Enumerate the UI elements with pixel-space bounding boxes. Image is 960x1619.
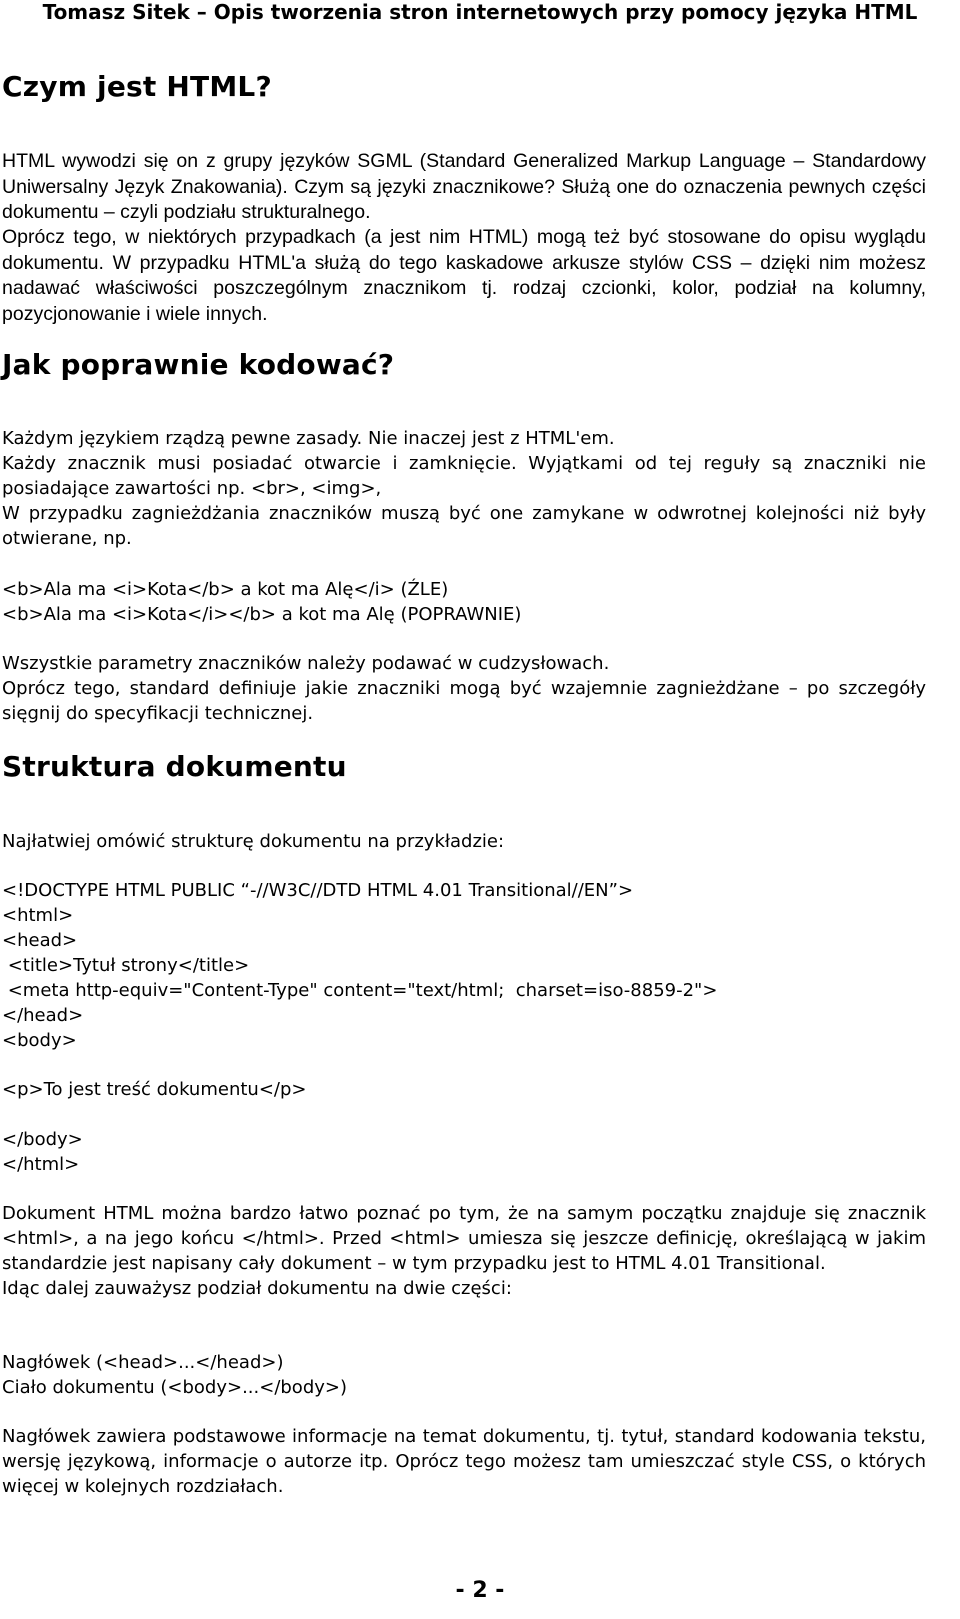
structure-explanation [2,1201,926,1301]
code-line: <meta http-equiv="Content-Type" content="text/html; charset=iso-8859-2"> [2,980,718,1001]
nesting-examples [2,577,926,627]
code-example-close [2,1127,926,1177]
section2-closing-block [2,651,926,726]
list-item: Ciało dokumentu (<body>...</body>) [2,1377,348,1398]
structure-intro-line: Najłatwiej omówić strukturę dokumentu na przykładzie: [2,831,505,852]
code-line: <head> [2,930,78,951]
document-parts-list [2,1350,926,1400]
header-description [2,1424,926,1499]
paragraph-sgml: HTML wywodzi się on z grupy języków SGML (Standard Generalized Markup Language – Standardowy Uniwersalny Język Znakowania). Czym są języki znacznikowe? Służą one do oznaczenia pewnych części dokumentu – czyli podziału strukturalnego. [2,150,926,223]
paragraph-css: Oprócz tego, w niektórych przypadkach (a jest nim HTML) mogą też być stosowane do opisu wyglądu dokumentu. W przypadku HTML'a służą do tego kaskadowe arkusze stylów CSS – dzięki nim możesz nadawać właściwości poszczególnym znacznikom tj. rodzaj czcionki, kolor, podział na kolumny, pozycjonowanie i wiele innych. [2,226,926,325]
page-number: - 2 - [455,1578,505,1603]
section2-rules-block [2,426,926,551]
example-correct: <b>Ala ma <i>Kota</i></b> a kot ma Alę (POPRAWNIE) [2,604,522,625]
paragraph-two-parts: Idąc dalej zauważysz podział dokumentu na dwie części: [2,1278,512,1299]
rule-paragraph-nesting: W przypadku zagnieżdżania znaczników muszą być one zamykane w odwrotnej kolejności niż były otwierane, np. [2,503,926,549]
list-item: Nagłówek (<head>...</head>) [2,1352,284,1373]
code-line: </head> [2,1005,84,1026]
rule-paragraph-spec: Oprócz tego, standard definiuje jakie znaczniki mogą być wzajemnie zagnieżdżane – po szczegóły sięgnij do specyfikacji technicznej. [2,678,926,724]
code-line: <title>Tytuł strony</title> [2,955,250,976]
code-example-body [2,1077,926,1102]
rule-paragraph-tags: Każdy znacznik musi posiadać otwarcie i zamknięcie. Wyjątkami od tej reguły są znaczniki nie posiadające zawartości np. <br>, <img>, [2,453,926,499]
code-line: <body> [2,1030,77,1051]
heading-czym-jest-html: Czym jest HTML? [2,70,272,103]
code-line: </html> [2,1154,80,1175]
section1-paragraph-1 [2,149,926,226]
example-wrong: <b>Ala ma <i>Kota</b> a kot ma Alę</i> (ŹLE) [2,579,449,600]
section1-paragraph-2 [2,225,926,327]
rule-quotes: Wszystkie parametry znaczników należy podawać w cudzysłowach. [2,653,610,674]
paragraph-head-info: Nagłówek zawiera podstawowe informacje na temat dokumentu, tj. tytuł, standard kodowania tekstu, wersję językową, informacje o autorze itp. Oprócz tego możesz tam umieszczać style CSS, o których więcej w kolejnych rozdziałach. [2,1426,926,1497]
running-header: Tomasz Sitek – Opis tworzenia stron internetowych przy pomocy języka HTML [42,0,918,24]
heading-struktura-dokumentu: Struktura dokumentu [2,750,347,783]
code-line: <!DOCTYPE HTML PUBLIC “-//W3C//DTD HTML 4.01 Transitional//EN”> [2,880,634,901]
code-example-head [2,878,926,1053]
code-line: <p>To jest treść dokumentu</p> [2,1079,307,1100]
code-line: <html> [2,905,74,926]
code-line: </body> [2,1129,83,1150]
structure-intro [2,829,926,854]
heading-jak-poprawnie-kodowac: Jak poprawnie kodować? [2,348,395,381]
paragraph-doctype: Dokument HTML można bardzo łatwo poznać po tym, że na samym początku znajduje się znacznik <html>, a na jego końcu </html>. Przed <html> umiesza się jeszcze definicję, określającą w jakim standardzie jest napisany cały dokument – w tym przypadku jest to HTML 4.01 Transitional. [2,1203,926,1274]
rule-line-1: Każdym językiem rządzą pewne zasady. Nie inaczej jest z HTML'em. [2,428,615,449]
